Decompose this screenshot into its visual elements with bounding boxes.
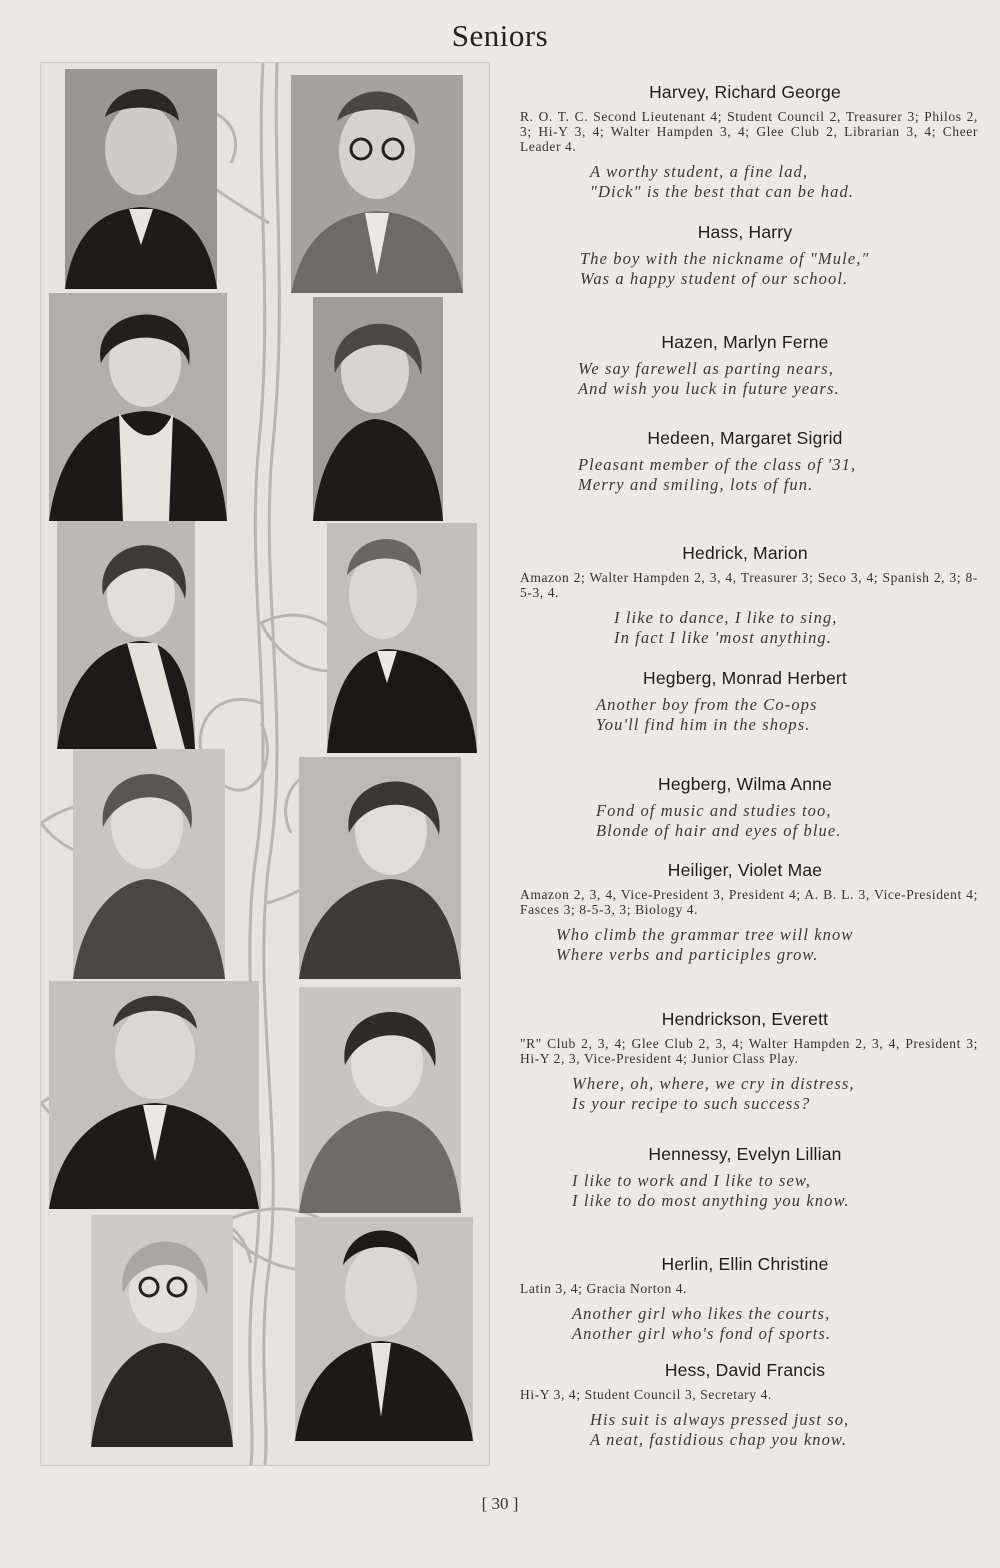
senior-entry xyxy=(510,543,980,648)
senior-name: Hegberg, Monrad Herbert xyxy=(642,668,847,688)
senior-entry xyxy=(510,428,980,495)
senior-activities: "R" Club 2, 3, 4; Glee Club 2, 3, 4; Walter Hampden 2, 3, 4, President 3; Hi-Y 2, 3, Vice-President 4; Junior Class Play. xyxy=(520,1036,978,1066)
senior-name: Heiliger, Violet Mae xyxy=(667,860,823,880)
portrait-hazen-marlyn-ferne xyxy=(49,293,227,521)
portrait-herlin-ellin-christine xyxy=(91,1215,233,1447)
senior-entry xyxy=(510,82,980,202)
senior-activities: Latin 3, 4; Gracia Norton 4. xyxy=(520,1281,688,1296)
senior-verse: The boy with the nickname of "Mule," Was a happy student of our school. xyxy=(580,249,870,288)
portrait-harvey-richard-george xyxy=(65,69,217,289)
senior-entry xyxy=(510,1360,980,1450)
portrait-hegberg-wilma-anne xyxy=(73,749,225,979)
senior-verse: Fond of music and studies too, Blonde of hair and eyes of blue. xyxy=(596,801,842,840)
senior-activities: Amazon 2; Walter Hampden 2, 3, 4, Treasurer 3; Seco 3, 4; Spanish 2, 3; 8-5-3, 4. xyxy=(520,570,978,600)
senior-verse: Another girl who likes the courts, Another girl who's fond of sports. xyxy=(572,1304,832,1343)
senior-verse: Pleasant member of the class of '31, Merry and smiling, lots of fun. xyxy=(578,455,857,494)
senior-entry xyxy=(510,860,980,965)
page-title: Seniors xyxy=(451,18,549,53)
portrait-hendrickson-everett xyxy=(49,981,259,1209)
portrait-panel xyxy=(40,62,490,1466)
senior-name: Hass, Harry xyxy=(697,222,793,242)
portrait-hegberg-monrad-herbert xyxy=(327,523,477,753)
senior-entry xyxy=(510,1009,980,1114)
senior-entries xyxy=(510,0,980,1568)
senior-name: Hazen, Marlyn Ferne xyxy=(661,332,829,352)
portrait-hennessy-evelyn-lillian xyxy=(299,987,461,1213)
senior-name: Hess, David Francis xyxy=(664,1360,826,1380)
portrait-hass-harry xyxy=(291,75,463,293)
senior-name: Hennessy, Evelyn Lillian xyxy=(648,1144,842,1164)
senior-entry xyxy=(510,1254,980,1344)
senior-verse: We say farewell as parting nears, And wish you luck in future years. xyxy=(578,359,840,398)
senior-activities: Amazon 2, 3, 4, Vice-President 3, President 4; A. B. L. 3, Vice-President 4; Fasces 3; 8-5-3, 3; Biology 4. xyxy=(520,887,978,917)
senior-activities: R. O. T. C. Second Lieutenant 4; Student Council 2, Treasurer 3; Philos 2, 3; Hi-Y 3, 4; Walter Hampden 3, 4; Glee Club 2, Librarian 3, 4; Cheer Leader 4. xyxy=(520,109,978,154)
senior-entry xyxy=(510,222,980,289)
senior-verse: A worthy student, a fine lad, "Dick" is the best that can be had. xyxy=(590,162,855,201)
senior-name: Hedrick, Marion xyxy=(682,543,808,563)
senior-entry xyxy=(510,668,980,735)
senior-verse: I like to dance, I like to sing, In fact I like 'most anything. xyxy=(614,608,838,647)
portrait-hedeen-margaret-sigrid xyxy=(313,297,443,521)
senior-name: Hegberg, Wilma Anne xyxy=(657,774,833,794)
senior-name: Hedeen, Margaret Sigrid xyxy=(647,428,843,448)
portrait-hedrick-marion xyxy=(57,521,195,749)
senior-verse: His suit is always pressed just so, A neat, fastidious chap you know. xyxy=(590,1410,850,1449)
senior-verse: Where, oh, where, we cry in distress, Is your recipe to such success? xyxy=(572,1074,855,1113)
page-number: [ 30 ] xyxy=(481,1494,519,1513)
senior-activities: Hi-Y 3, 4; Student Council 3, Secretary 4. xyxy=(520,1387,772,1402)
senior-name: Herlin, Ellin Christine xyxy=(661,1254,829,1274)
senior-entry xyxy=(510,1144,980,1211)
senior-name: Hendrickson, Everett xyxy=(661,1009,829,1029)
senior-verse: Another boy from the Co-ops You'll find him in the shops. xyxy=(596,695,818,734)
senior-entry xyxy=(510,332,980,399)
senior-entry xyxy=(510,774,980,841)
senior-verse: I like to work and I like to sew, I like to do most anything you know. xyxy=(572,1171,850,1210)
portrait-heiliger-violet-mae xyxy=(299,757,461,979)
senior-verse: Who climb the grammar tree will know Where verbs and participles grow. xyxy=(556,925,854,964)
portrait-hess-david-francis xyxy=(295,1217,473,1441)
senior-name: Harvey, Richard George xyxy=(649,82,841,102)
